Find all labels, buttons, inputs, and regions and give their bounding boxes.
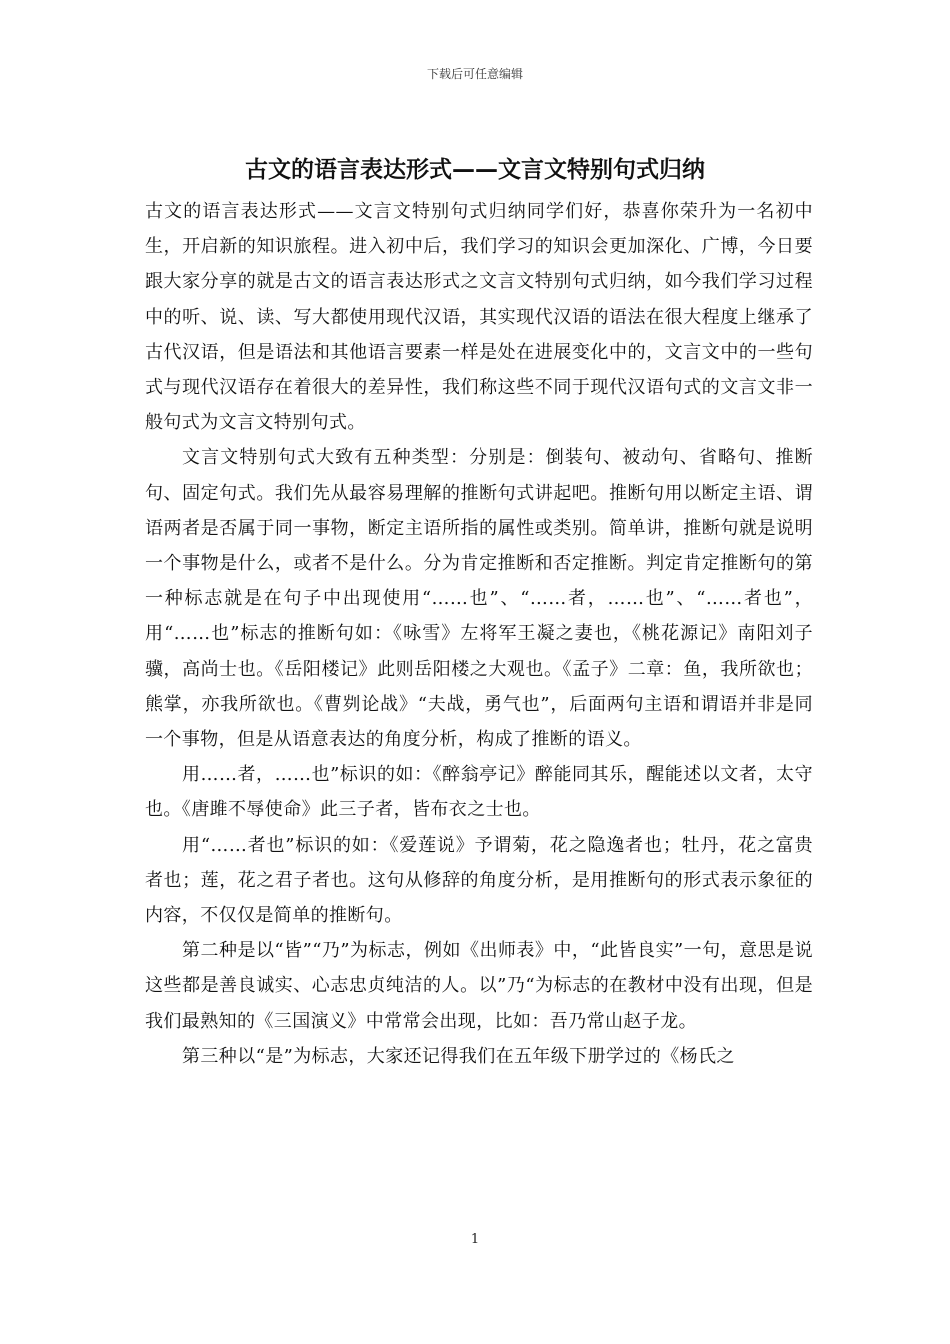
document-title: 古文的语言表达形式——文言文特别句式归纳 (245, 157, 705, 183)
header-note: 下载后可任意编辑 (426, 67, 523, 81)
page-number: 1 (470, 1232, 480, 1247)
paragraph-zhe-ye: 用……者，……也”标识的如：《醉翁亭记》醉能同其乐，醒能述以文者，太守也。《唐雎不辱使命》此三子者，皆布衣之士也。 (145, 764, 813, 821)
paragraph-types: 文言文特别句式大致有五种类型：分别是：倒装句、被动句、省略句、推断句、固定句式。我们先从最容易理解的推断句式讲起吧。推断句用以断定主语、谓语两者是否属于同一事物，断定主语所指的属性或类别。简单讲，推断句就是说明一个事物是什么，或者不是什么。分为肯定推断和否定推断。判定肯定推断句的第一种标志就是在句子中出现使用“……也”、“……者，……也”、“……者也”，用“……也”标志的推断句如：《咏雪》左将军王凝之妻也，《桃花源记》南阳刘子骥，高尚士也。《岳阳楼记》此则岳阳楼之大观也。《孟子》二章：鱼，我所欲也；熊掌，亦我所欲也。《曹刿论战》“夫战，勇气也”，后面两句主语和谓语并非是同一个事物，但是从语意表达的角度分析，构成了推断的语义。 (145, 447, 813, 751)
paragraph-zhe-ye-suffix: 用“……者也”标识的如：《爱莲说》予谓菊，花之隐逸者也；牡丹，花之富贵者也；莲，花之君子者也。这句从修辞的角度分析，是用推断句的形式表示象征的内容，不仅仅是简单的推断句。 (145, 834, 813, 927)
paragraph-shi: 第三种以“是”为标志，大家还记得我们在五年级下册学过的《杨氏之 (182, 1045, 735, 1067)
paragraph-intro: 古文的语言表达形式——文言文特别句式归纳同学们好，恭喜你荣升为一名初中生，开启新的知识旅程。进入初中后，我们学习的知识会更加深化、广博，今日要跟大家分享的就是古文的语言表达形式之文言文特别句式归纳，如今我们学习过程中的听、说、读、写大都使用现代汉语，其实现代汉语的语法在很大程度上继承了古代汉语，但是语法和其他语言要素一样是处在进展变化中的，文言文中的一些句式与现代汉语存在着很大的差异性，我们称这些不同于现代汉语句式的文言文非一般句式为文言文特别句式。 (145, 201, 813, 434)
document-body (145, 194, 813, 1074)
paragraph-jie-nai: 第二种是以“皆”“乃”为标志，例如《出师表》中，“此皆良实”一句，意思是说这些都是善良诚实、心志忠贞纯洁的人。以”乃“为标志的在教材中没有出现，但是我们最熟知的《三国演义》中常常会出现，比如：吾乃常山赵子龙。 (145, 940, 813, 1032)
